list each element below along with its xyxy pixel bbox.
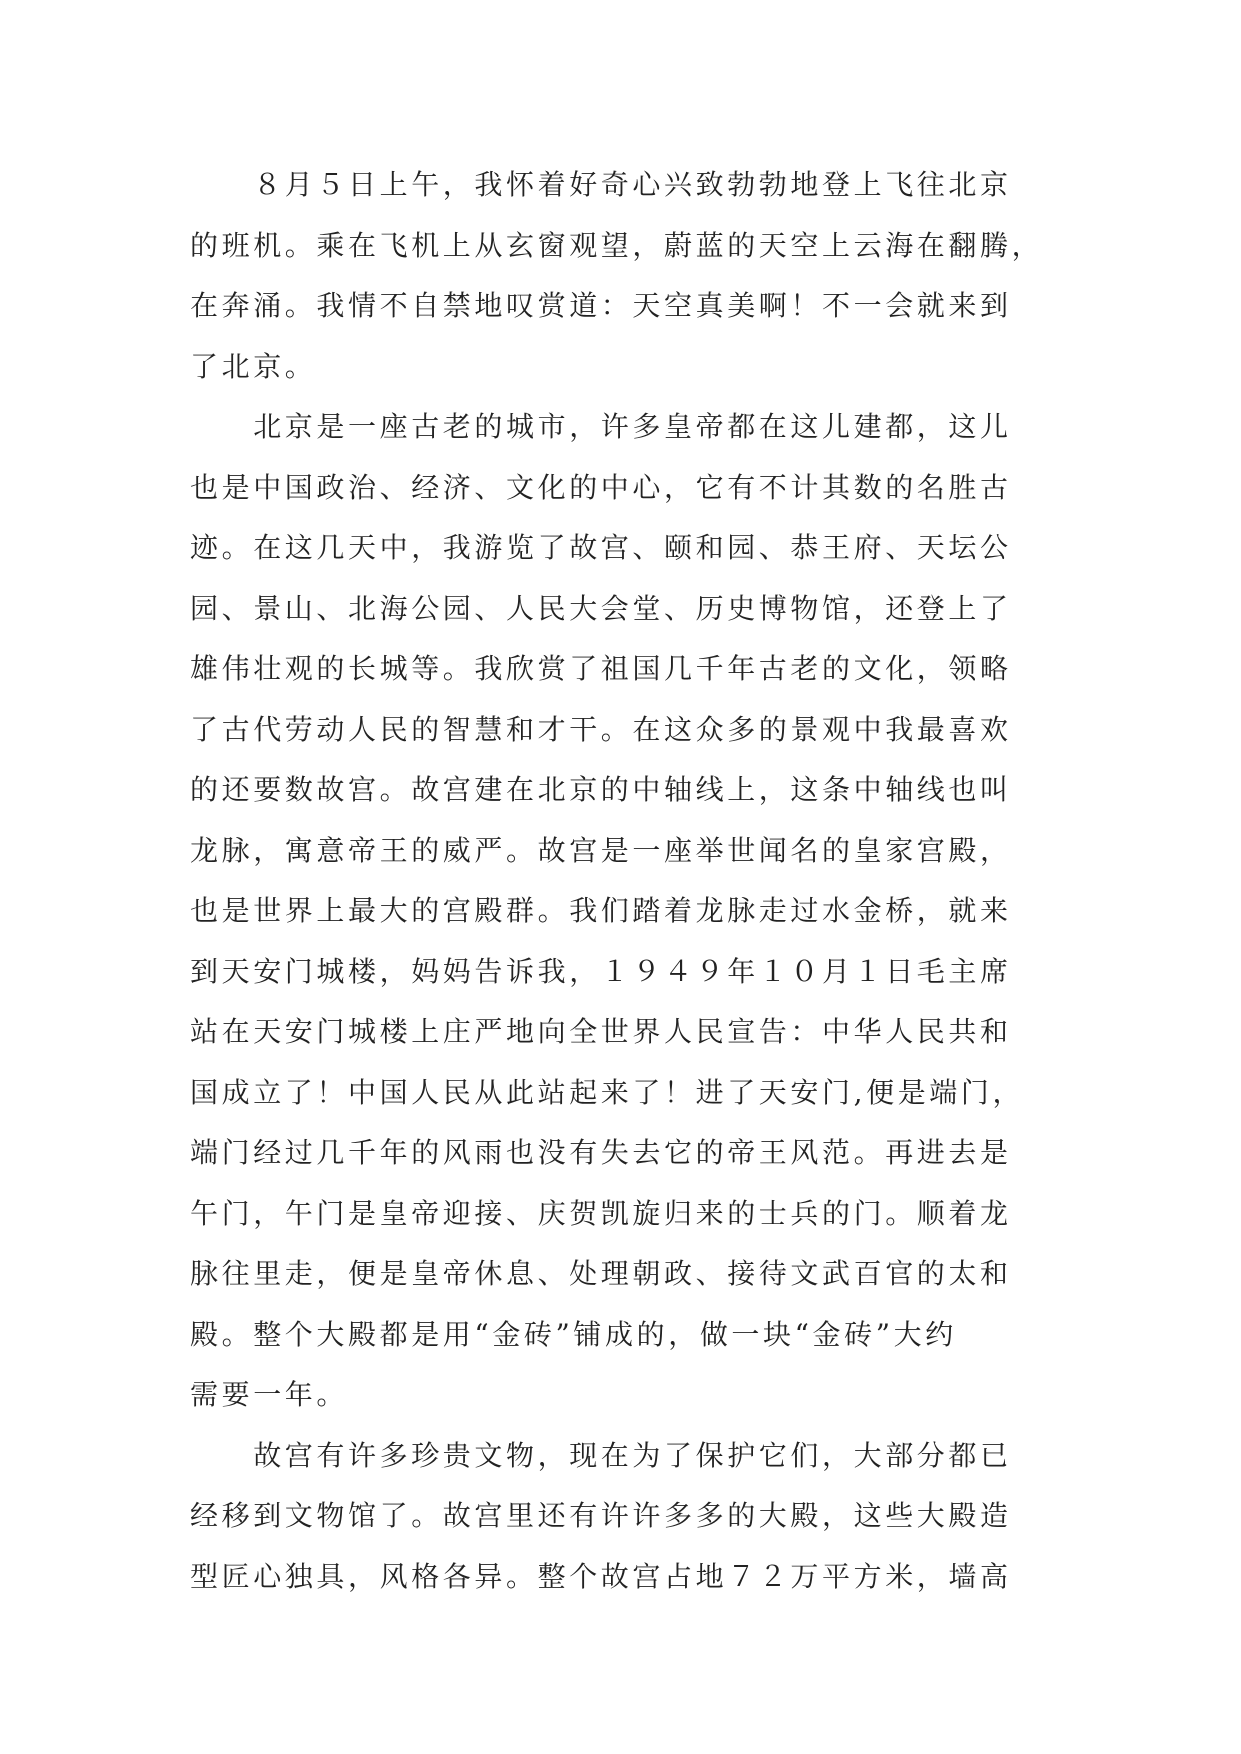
text-line: 也是中国政治、经济、文化的中心，它有不计其数的名胜古	[190, 470, 1012, 504]
text-line: 殿。整个大殿都是用“金砖”铺成的，做一块“金砖”大约	[190, 1317, 957, 1351]
text-line: 在奔涌。我情不自禁地叹赏道：天空真美啊！不一会就来到	[190, 289, 1012, 322]
text-line: 雄伟壮观的长城等。我欣赏了祖国几千年古老的文化，领略	[190, 652, 1012, 685]
text-line: 的班机。乘在飞机上从玄窗观望，蔚蓝的天空上云海在翻腾，	[190, 228, 1044, 262]
text-line: 站在天安门城楼上庄严地向全世界人民宣告：中华人民共和	[190, 1015, 1012, 1048]
text-line: 午门，午门是皇帝迎接、庆贺凯旋归来的士兵的门。顺着龙	[190, 1196, 1012, 1230]
text-line: 到天安门城楼，妈妈告诉我，１９４９年１０月１日毛主席	[190, 954, 1012, 988]
text-line: 型匠心独具，风格各异。整个故宫占地７２万平方米，墙高	[190, 1559, 1012, 1593]
text-line: 需要一年。	[190, 1378, 349, 1411]
text-line: 经移到文物馆了。故宫里还有许许多多的大殿，这些大殿造	[190, 1499, 1012, 1532]
text-line: 也是世界上最大的宫殿群。我们踏着龙脉走过水金桥，就来	[190, 894, 1012, 927]
text-line: 国成立了！中国人民从此站起来了！进了天安门,便是端门，	[190, 1075, 1025, 1109]
text-line: 园、景山、北海公园、人民大会堂、历史博物馆，还登上了	[190, 591, 1012, 625]
text-line: 了北京。	[190, 349, 317, 383]
text-line: 故宫有许多珍贵文物，现在为了保护它们，大部分都已	[190, 1438, 1012, 1472]
text-line: 端门经过几千年的风雨也没有失去它的帝王风范。再进去是	[190, 1136, 1012, 1169]
text-line: ８月５日上午，我怀着好奇心兴致勃勃地登上飞往北京	[190, 168, 1012, 201]
text-line: 北京是一座古老的城市，许多皇帝都在这儿建都，这儿	[190, 410, 1012, 443]
text-line: 了古代劳动人民的智慧和才干。在这众多的景观中我最喜欢	[190, 712, 1012, 746]
text-line: 迹。在这几天中，我游览了故宫、颐和园、恭王府、天坛公	[190, 531, 1012, 564]
text-line: 脉往里走，便是皇帝休息、处理朝政、接待文武百官的太和	[190, 1257, 1012, 1290]
text-line: 的还要数故宫。故宫建在北京的中轴线上，这条中轴线也叫	[190, 773, 1012, 806]
document-body	[190, 155, 1060, 1607]
text-line: 龙脉，寓意帝王的威严。故宫是一座举世闻名的皇家宫殿，	[190, 833, 1012, 867]
